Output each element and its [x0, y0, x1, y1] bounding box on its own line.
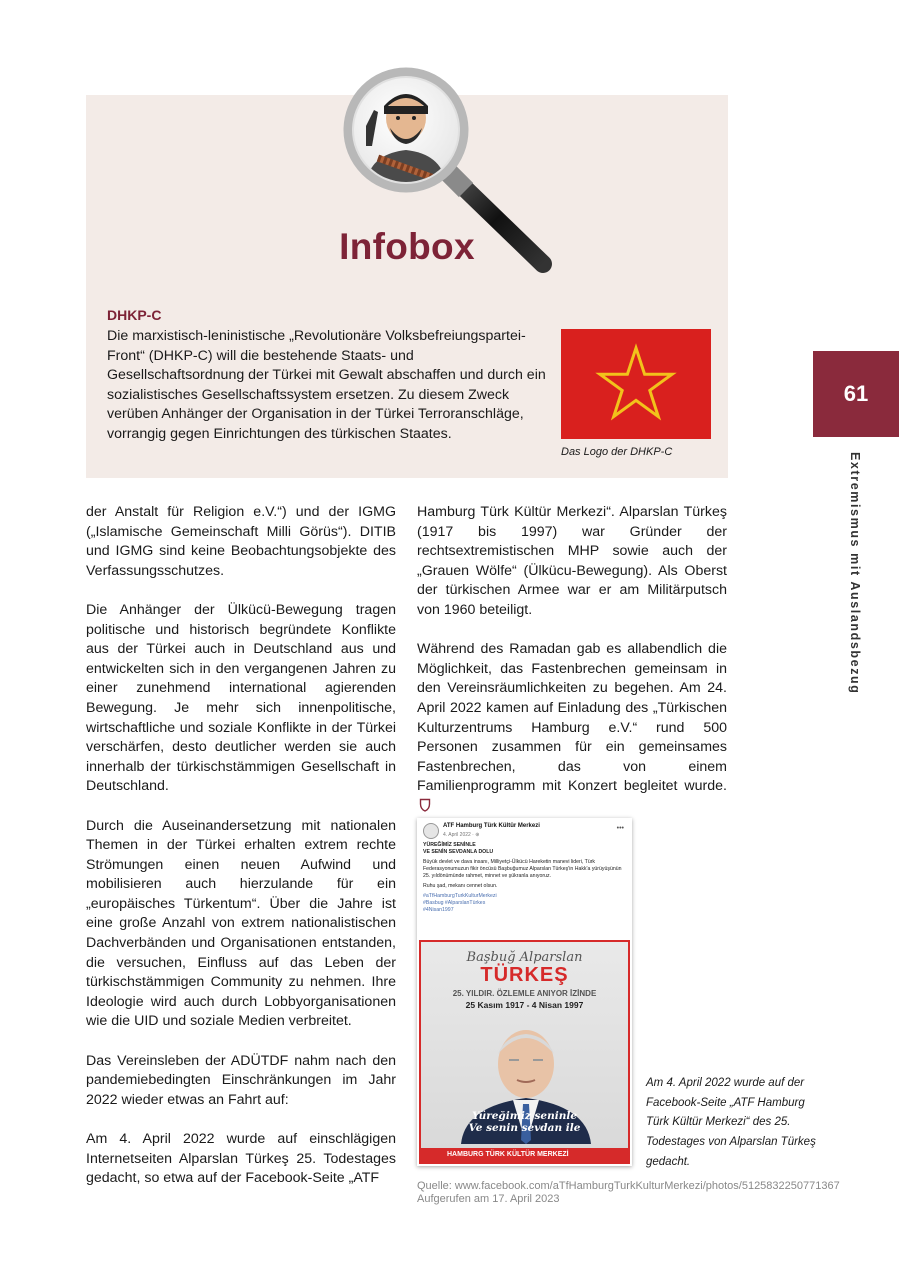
image-source	[417, 1180, 840, 1206]
shield-end-icon	[419, 798, 431, 812]
image-banner: HAMBURG TÜRK KÜLTÜR MERKEZİ	[421, 1148, 628, 1162]
post-date: 4. April 2022 · ⊕	[443, 832, 480, 838]
image-quote-line: Yüreğimiz seninle	[472, 1110, 577, 1122]
post-headline: YÜREĞİMİZ SENİNLE	[423, 842, 476, 848]
source-url: Quelle: www.facebook.com/aTfHamburgTurkKulturMerkezi/photos/5125832250771367	[417, 1180, 840, 1192]
post-prayer: Ruhu şad, mekanı cennet olsun.	[423, 883, 498, 889]
post-header	[423, 822, 626, 840]
post-text	[423, 842, 626, 914]
paragraph: Am 4. April 2022 wurde auf einschlägigen Internetseiten Alparslan Türkeş 25. Todestages gedacht, so etwa auf der Facebook-Seite „ATF	[86, 1131, 396, 1187]
post-tag: #4Nisan1997	[423, 907, 454, 913]
right-column	[417, 503, 727, 836]
image-quote	[421, 1110, 628, 1134]
dhkpc-flag-image	[561, 329, 711, 439]
page-avatar	[423, 823, 439, 839]
paragraph: Durch die Auseinandersetzung mit nationalen Themen in der Türkei erhalten extrem rechte Strömungen einen neuen Aufwind und mobilisieren auch hierzulande für ein „europäisches Türkentum“. Über die Jahre ist eine große Anzahl von extrem nationalistischen Dachverbänden und Organisationen entstanden, die versuchen, Einfluss auf das Leben der türkischstämmigen Community zu nehmen. Ihre Ideologie wird auch durch Lobbyorganisationen wie die UID und soziale Medien verbreitet.	[86, 817, 396, 1030]
post-page-name: ATF Hamburg Türk Kültür Merkezi	[443, 823, 540, 829]
paragraph: der Anstalt für Religion e.V.“) und der IGMG („Islamische Gemeinschaft Milli Görüs“). DITIB und IGMG sind keine Beobachtungsobjekte des Verfassungsschutzes.	[86, 504, 396, 579]
section-title: Extremismus mit Auslandsbezug	[848, 452, 862, 695]
post-body: Büyük devlet ve dava insanı, Milliyetçi-Ülkücü Hareketin manevi lideri, Türk Federasyonumuzun fikir öncüsü Başbuğumuz Alparslan Türkeş'in Hakk'a yürüyüşünün 25. yıldönümünde rahmet, minnet ve şükranla anıyoruz.	[423, 859, 622, 879]
page-number-tab: 61	[813, 351, 899, 437]
paragraph: Hamburg Türk Kültür Merkezi“. Alparslan Türkeş (1917 bis 1997) war Gründer der rechtsextremistischen MHP sowie auch der „Grauen Wölfe“ (Ülkücu-Bewegung). Als Oberst der türkischen Armee war er am Militärputsch von 1960 beteiligt.	[417, 504, 727, 618]
paragraph: Die Anhänger der Ülkücü-Bewegung tragen politische und historisch begründete Konflikte aus der Türkei auch in Deutschland aus und entwickelten sich in den vergangenen Jahren zu einer zunehmend international agierenden Bewegung. Je mehr sich innenpolitische, wirtschaftliche und soziale Konflikte in der Türkei verschärfen, desto deutlicher werden sie auch innerhalb der türkischstämmigen Gesellschaft in Deutschland.	[86, 601, 396, 795]
image-name: TÜRKEŞ	[480, 964, 569, 986]
post-tag: #aTfHamburgTurkKulturMerkezi	[423, 893, 497, 899]
paragraph: Das Vereinsleben der ADÜTDF nahm nach den pandemiebedingten Einschränkungen im Jahr 2022 wieder etwas an Fahrt auf:	[86, 1052, 396, 1108]
memorial-image	[419, 940, 630, 1164]
image-script-title: Başbuğ Alparslan	[466, 950, 583, 965]
paragraph-text: Während des Ramadan gab es allabendlich die Möglichkeit, das Fastenbrechen gemeinsam in den Vereinsräumlichkeiten zu begehen. Am 24. April 2022 kamen auf Einladung des „Türkischen Kulturzentrums Hamburg e.V.“ rund 500 Personen zusammen für ein gemeinsames Fastenbrechen, das von einem Familienprogramm mit Konzert begleitet wurde.	[417, 641, 727, 795]
image-years: 25. YILDIR. ÖZLEMLE ANIYOR İZİNDE	[452, 989, 597, 998]
image-quote-line: Ve senin sevdan ile	[468, 1122, 581, 1134]
infobox-heading: DHKP-C	[107, 307, 162, 323]
paragraph-with-end-mark	[417, 640, 727, 816]
more-options-icon: •••	[616, 825, 624, 832]
post-headline: VE SENİN SEVDANLA DOLU	[423, 849, 494, 855]
infobox-title: Infobox	[339, 226, 475, 267]
post-tag: #Basbug #AlparslanTürkes	[423, 900, 486, 906]
source-date: Aufgerufen am 17. April 2023	[417, 1193, 560, 1205]
image-caption: Am 4. April 2022 wurde auf der Facebook-Seite „ATF Hamburg Türk Kültür Merkezi“ des 25. Todestages von Alparslan Türkeş gedacht.	[646, 1077, 816, 1168]
facebook-post-screenshot	[417, 818, 632, 1166]
left-column	[86, 503, 396, 1208]
flag-caption: Das Logo der DHKP-C	[561, 446, 673, 458]
image-dates: 25 Kasım 1917 - 4 Nisan 1997	[465, 1000, 584, 1010]
infobox-text: Die marxistisch-leninistische „Revolutionäre Volksbefreiungspartei-Front“ (DHKP-C) will die bestehende Staats- und Gesellschaftsordnung der Türkei mit Gewalt abschaffen und durch ein sozialistisches Gesellschaftssystem ersetzen. Zu diesem Zweck verüben Anhänger der Organisation in der Türkei Terroranschläge, vorrangig gegen Einrichtungen des türkischen Staates.	[107, 328, 546, 442]
